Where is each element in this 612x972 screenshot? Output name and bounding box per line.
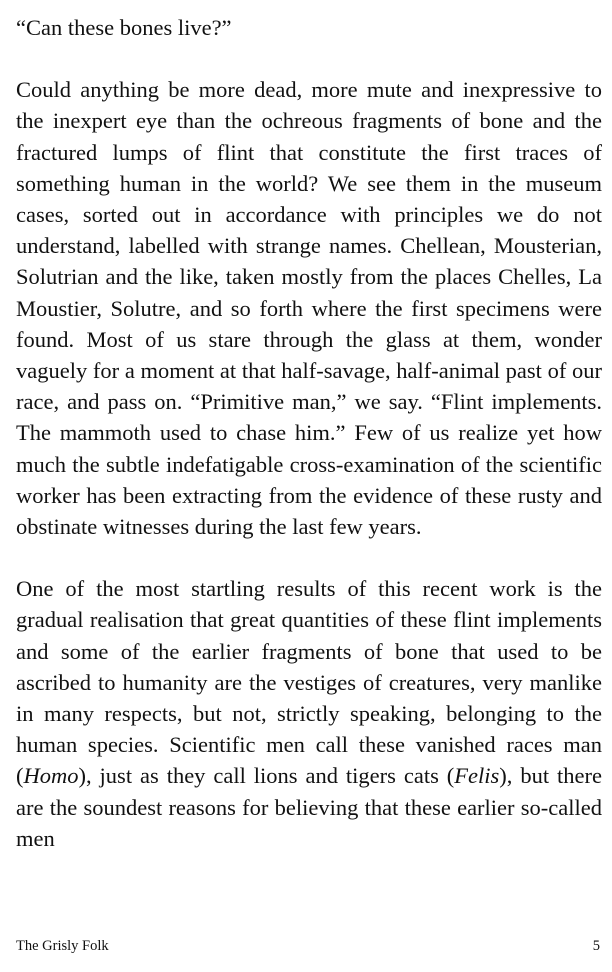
page-footer [16, 936, 600, 956]
term-felis: Felis [454, 763, 500, 789]
page-body [16, 12, 602, 854]
term-homo: Homo [23, 763, 79, 789]
paragraph-2-text-1: One of the most startling results of this recent work is the gradual realisation that great quantities of these flint implements and some of the earlier fragments of bone that used to be ascribed to humanity are the vestiges of creatures, very manlike in many respects, but not, strictly speaking, belonging to the human species. Scientific men call these vanished races man ( [16, 576, 602, 789]
epigraph: “Can these bones live?” [16, 15, 232, 40]
page-number: 5 [592, 938, 600, 954]
paragraph-2 [16, 573, 602, 854]
running-title: The Grisly Folk [16, 938, 109, 954]
paragraph-1: Could anything be more dead, more mute and inexpressive to the inexpert eye than the ochreous fragments of bone and the fractured lumps of flint that constitute the first traces of something human in the world? We see them in the museum cases, sorted out in accordance with principles we do not understand, labelled with strange names. Chellean, Mousterian, Solutrian and the like, taken mostly from the places Chelles, La Moustier, Solutre, and so forth where the first specimens were found. Most of us stare through the glass at them, wonder vaguely for a moment at that half-savage, half-animal past of our race, and pass on. “Primitive man,” we say. “Flint implements. The mammoth used to chase him.” Few of us realize yet how much the subtle indefatigable cross-examination of the scientific worker has been extracting from the evidence of these rusty and obstinate witnesses during the last few years. [16, 77, 602, 540]
paragraph-2-text-2: ), just as they call lions and tigers cats ( [78, 763, 455, 789]
paragraph-2-text-3: ), but there are the soundest reasons for believing that these earlier so-called men [16, 763, 602, 851]
